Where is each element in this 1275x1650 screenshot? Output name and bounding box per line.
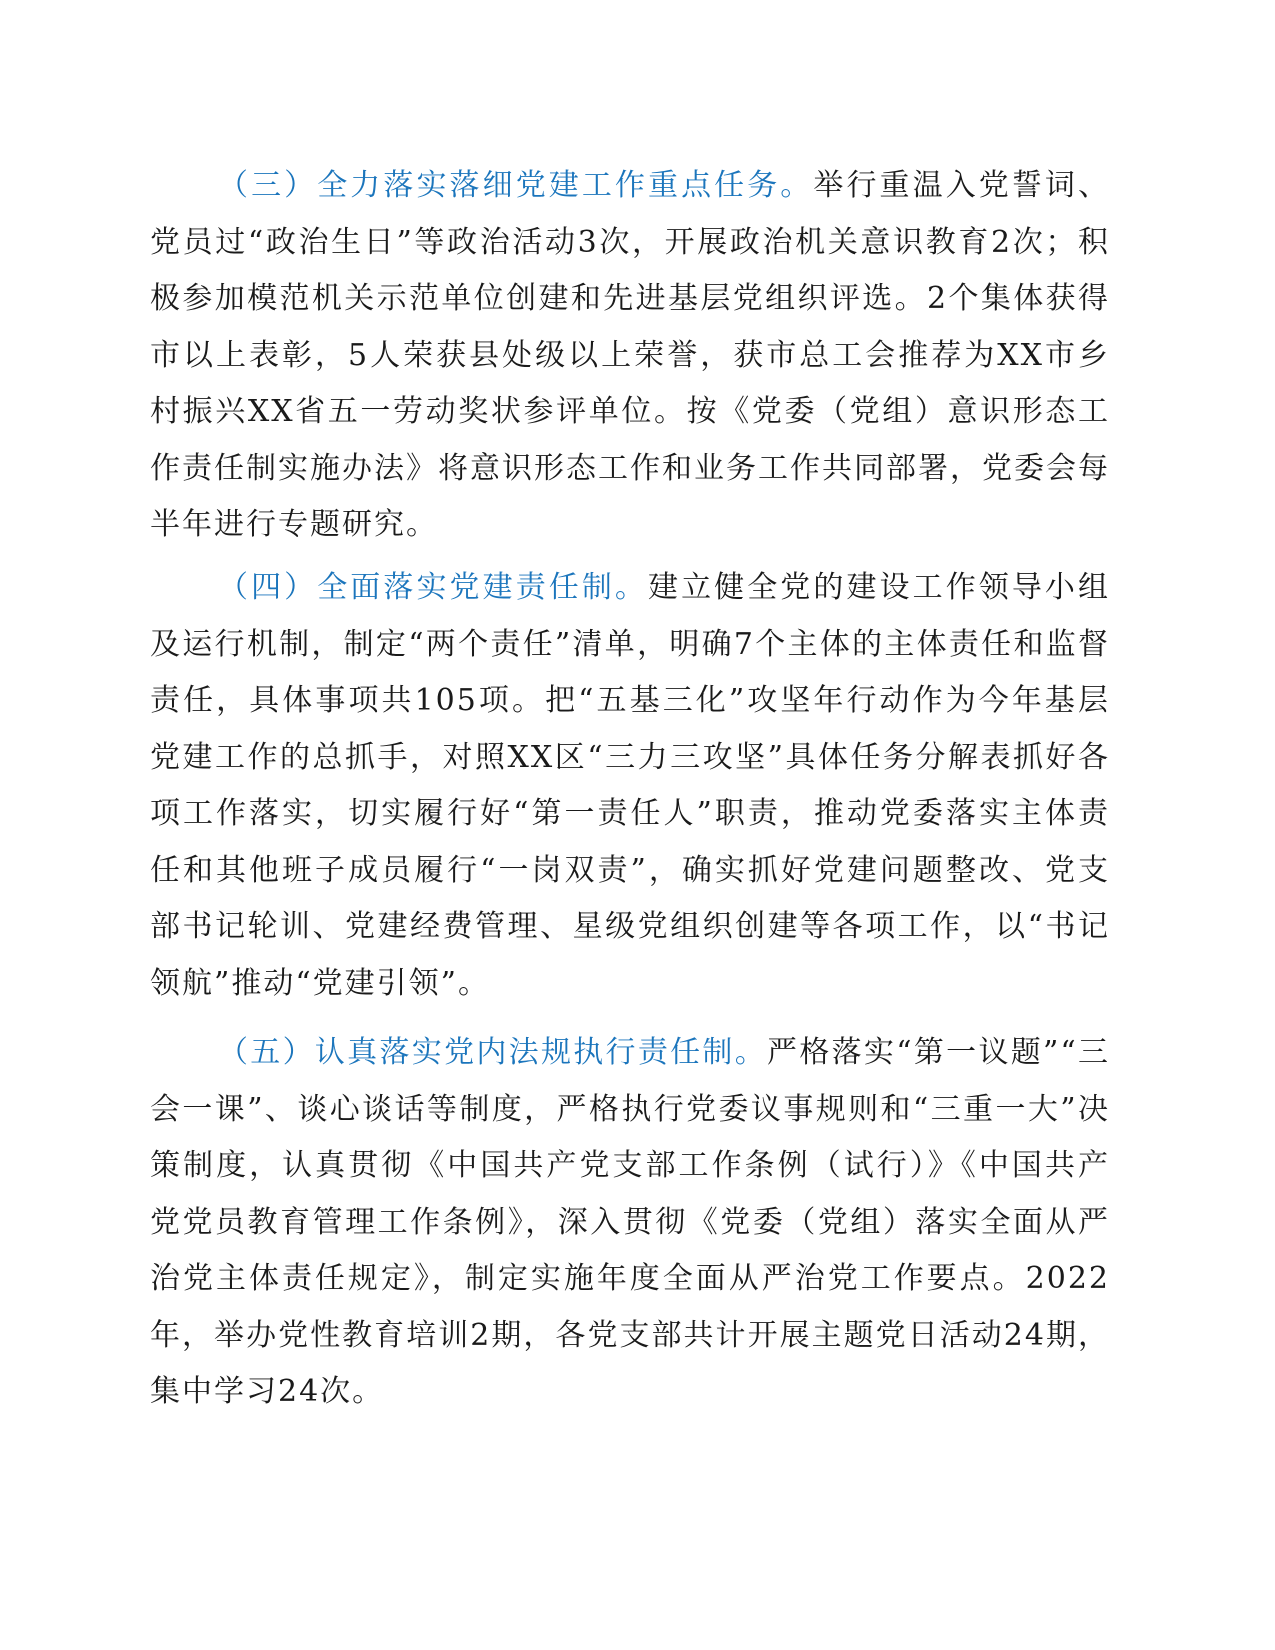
paragraph-section-4 [150, 560, 1110, 1012]
paragraph-section-3 [150, 158, 1110, 554]
section-3-body: 举行重温入党誓词、党员过“政治生日”等政治活动3次，开展政治机关意识教育2次；积极参加模范机关示范单位创建和先进基层党组织评选。2个集体获得市以上表彰，5人荣获县处级以上荣誉，获市总工会推荐为XX市乡村振兴XX省五一劳动奖状参评单位。按《党委（党组）意识形态工作责任制实施办法》将意识形态工作和业务工作共同部署，党委会每半年进行专题研究。 [150, 168, 1111, 542]
section-4-heading: （四）全面落实党建责任制。 [218, 570, 648, 605]
paragraph-section-5 [150, 1025, 1110, 1421]
section-3-heading: （三）全力落实落细党建工作重点任务。 [218, 168, 814, 203]
section-5-heading: （五）认真落实党内法规执行责任制。 [218, 1035, 768, 1070]
section-4-body: 建立健全党的建设工作领导小组及运行机制，制定“两个责任”清单，明确7个主体的主体责任和监督责任，具体事项共105项。把“五基三化”攻坚年行动作为今年基层党建工作的总抓手，对照XX区“三力三攻坚”具体任务分解表抓好各项工作落实，切实履行好“第一责任人”职责，推动党委落实主体责任和其他班子成员履行“一岗双责”，确实抓好党建问题整改、党支部书记轮训、党建经费管理、星级党组织创建等各项工作，以“书记领航”推动“党建引领”。 [150, 570, 1110, 1001]
section-5-body: 严格落实“第一议题”“三会一课”、谈心谈话等制度，严格执行党委议事规则和“三重一大”决策制度，认真贯彻《中国共产党支部工作条例（试行）》《中国共产党党员教育管理工作条例》，深入贯彻《党委（党组）落实全面从严治党主体责任规定》，制定实施年度全面从严治党工作要点。2022年，举办党性教育培训2期，各党支部共计开展主题党日活动24期，集中学习24次。 [150, 1035, 1110, 1409]
